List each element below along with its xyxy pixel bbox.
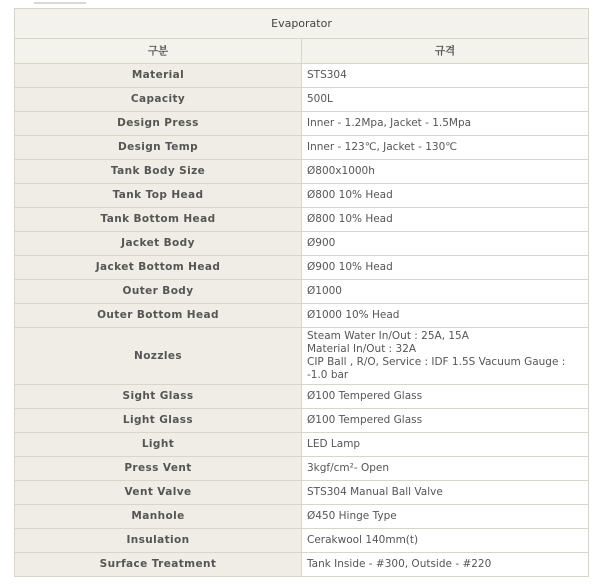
table-row	[15, 184, 589, 208]
nozzle-line: CIP Ball , R/O, Service : IDF 1.5S Vacuum Gauge : -1.0 bar	[307, 356, 566, 381]
row-value-multiline	[302, 328, 589, 385]
table-row	[15, 232, 589, 256]
row-label: Capacity	[15, 88, 302, 112]
row-label: Design Press	[15, 112, 302, 136]
row-label: Manhole	[15, 505, 302, 529]
row-value: Ø1000	[302, 280, 589, 304]
row-label: Light Glass	[15, 409, 302, 433]
row-value: Ø100 Tempered Glass	[302, 385, 589, 409]
row-label: Sight Glass	[15, 385, 302, 409]
row-label: Material	[15, 64, 302, 88]
row-label: Press Vent	[15, 457, 302, 481]
section-heading-fragment	[34, 0, 86, 4]
table-title: Evaporator	[15, 9, 589, 39]
row-value: 3kgf/cm²- Open	[302, 457, 589, 481]
row-value: Cerakwool 140mm(t)	[302, 529, 589, 553]
row-label: Jacket Bottom Head	[15, 256, 302, 280]
table-header-row	[15, 39, 589, 64]
table-row	[15, 457, 589, 481]
table-row	[15, 64, 589, 88]
row-value: Inner - 1.2Mpa, Jacket - 1.5Mpa	[302, 112, 589, 136]
table-row	[15, 385, 589, 409]
row-label: Tank Bottom Head	[15, 208, 302, 232]
row-label: Tank Top Head	[15, 184, 302, 208]
evaporator-spec-table	[14, 8, 589, 577]
row-value: Tank Inside - #300, Outside - #220	[302, 553, 589, 577]
row-label: Vent Valve	[15, 481, 302, 505]
row-label: Outer Body	[15, 280, 302, 304]
table-row	[15, 409, 589, 433]
row-label: Nozzles	[15, 328, 302, 385]
table-row	[15, 160, 589, 184]
table-row	[15, 529, 589, 553]
nozzle-line: Material In/Out : 32A	[307, 343, 417, 355]
row-value: Ø800 10% Head	[302, 184, 589, 208]
row-value: STS304	[302, 64, 589, 88]
table-title-row	[15, 9, 589, 39]
row-label: Surface Treatment	[15, 553, 302, 577]
table-row	[15, 505, 589, 529]
nozzle-line: Steam Water In/Out : 25A, 15A	[307, 330, 469, 342]
row-value: Inner - 123℃, Jacket - 130℃	[302, 136, 589, 160]
row-label: Design Temp	[15, 136, 302, 160]
table-row	[15, 481, 589, 505]
row-value: Ø800x1000h	[302, 160, 589, 184]
row-label: Tank Body Size	[15, 160, 302, 184]
row-value: Ø450 Hinge Type	[302, 505, 589, 529]
table-row	[15, 256, 589, 280]
row-label: Light	[15, 433, 302, 457]
row-value: STS304 Manual Ball Valve	[302, 481, 589, 505]
row-label: Jacket Body	[15, 232, 302, 256]
row-value: 500L	[302, 88, 589, 112]
table-row	[15, 112, 589, 136]
row-value: Ø800 10% Head	[302, 208, 589, 232]
row-label: Outer Bottom Head	[15, 304, 302, 328]
row-value: Ø900 10% Head	[302, 256, 589, 280]
table-row	[15, 208, 589, 232]
row-value: LED Lamp	[302, 433, 589, 457]
table-row	[15, 280, 589, 304]
header-category: 구분	[15, 39, 302, 64]
row-value: Ø900	[302, 232, 589, 256]
header-specification: 규격	[302, 39, 589, 64]
table-row	[15, 328, 589, 385]
table-row	[15, 88, 589, 112]
row-label: Insulation	[15, 529, 302, 553]
table-row	[15, 553, 589, 577]
row-value: Ø100 Tempered Glass	[302, 409, 589, 433]
table-row	[15, 136, 589, 160]
table-row	[15, 304, 589, 328]
row-value: Ø1000 10% Head	[302, 304, 589, 328]
table-row	[15, 433, 589, 457]
